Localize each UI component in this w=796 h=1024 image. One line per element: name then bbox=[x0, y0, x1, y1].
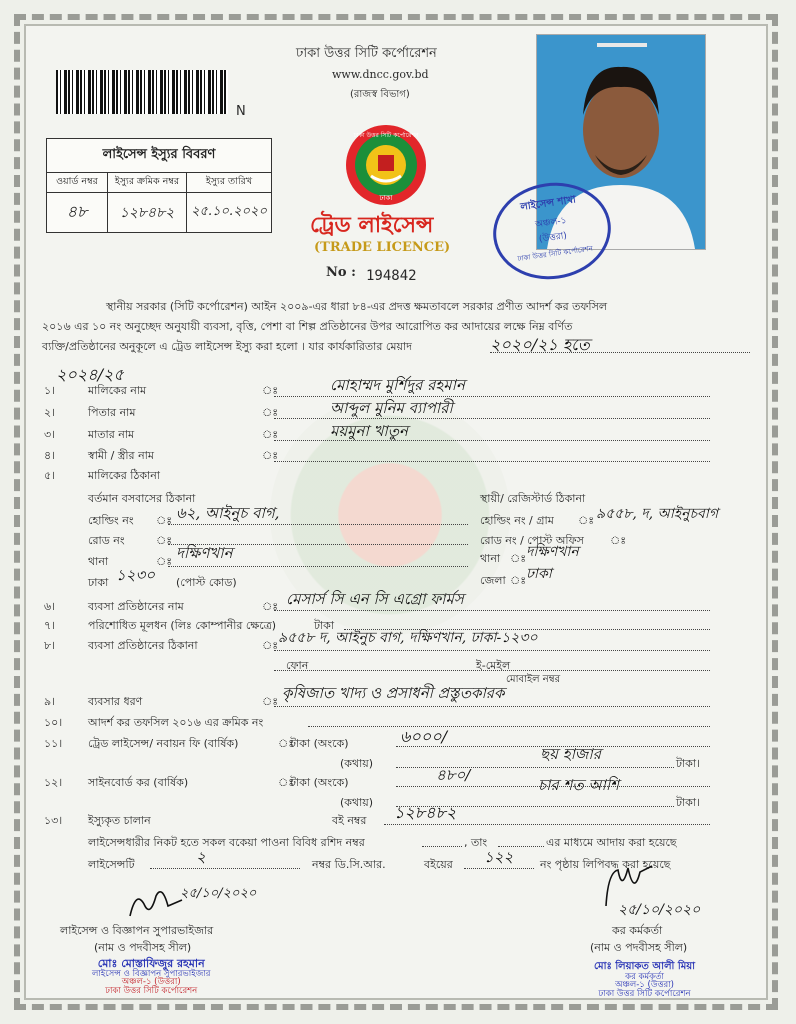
right-seal-line1: মোঃ লিয়াকত আলী মিয়া bbox=[594, 961, 696, 972]
validity-rule bbox=[490, 352, 750, 353]
f7-suffix: টাকা bbox=[314, 619, 335, 632]
permanent-address-heading: স্থায়ী/ রেজিস্টার্ড ঠিকানা bbox=[480, 492, 586, 505]
stamp-line4: ঢাকা উত্তর সিটি কর্পোরেশন bbox=[517, 244, 594, 264]
issue-table-title: লাইসেন্স ইস্যুর বিবরণ bbox=[47, 139, 272, 173]
post-code-value: ১২৩০ bbox=[116, 566, 155, 584]
stamp-line1: লাইসেন্স শাখা bbox=[519, 194, 577, 214]
f1-num: ১। bbox=[44, 384, 56, 397]
f11-taka-end: টাকা। bbox=[676, 757, 701, 770]
date-value: ২৫.১০.২০২০ bbox=[187, 193, 272, 233]
intro-line2: ২০১৬ এর ১০ নং অনুচ্ছেদ অনুযায়ী ব্যবসা, বৃত্তি, পেশা বা শিল্প প্রতিষ্ঠানের উপর আরোপিত কর আদায়ের লক্ষে নিম্ন বর্ণিত bbox=[42, 320, 573, 333]
f10-num: ১০। bbox=[44, 716, 63, 729]
right-seal-line4: ঢাকা উত্তর সিটি কর্পোরেশন bbox=[598, 989, 691, 1000]
f12-taka-num: টাকা (অংকে) bbox=[290, 776, 349, 789]
left-signatory-title: লাইসেন্স ও বিজ্ঞাপন সুপারভাইজার bbox=[60, 924, 214, 937]
left-signature-date: ২৫/১০/২০২০ bbox=[180, 886, 257, 901]
f12-taka-word: (কথায়) bbox=[340, 796, 374, 809]
left-seal bbox=[92, 958, 210, 996]
left-seal-line2: লাইসেন্স ও বিজ্ঞাপন সুপারভাইজার bbox=[92, 968, 211, 979]
f8-num: ৮। bbox=[44, 639, 56, 652]
licence-title-en: (TRADE LICENCE) bbox=[314, 240, 451, 255]
signboard-fee-value: ৪৮০/ bbox=[436, 766, 471, 784]
intro-line1: স্থানীয় সরকার (সিটি কর্পোরেশন) আইন ২০০৯-এর ধারা ৮৪-এর প্রদত্ত ক্ষমতাবলে সরকার প্রণীত আদর্শ কর তফসিল bbox=[106, 300, 608, 313]
right-seal bbox=[594, 962, 695, 999]
f9-label: ব্যবসার ধরণ bbox=[88, 695, 143, 708]
col-ward: ওয়ার্ড নম্বর bbox=[47, 173, 108, 193]
footer-line2-c: বইয়ের bbox=[424, 858, 453, 871]
phone-label: ফোন bbox=[286, 659, 309, 672]
intro-line3: ব্যক্তি/প্রতিষ্ঠানের অনুকূলে এ ট্রেড লাইসেন্স ইস্যু করা হলো । যার কার্যকারিতার মেয়াদ bbox=[42, 340, 412, 353]
left-seal-line1: মোঃ মোস্তাফিজুর রহমান bbox=[97, 957, 205, 970]
f7-label: পরিশোধিত মূলধন (লিঃ কোম্পানীর ক্ষেত্রে) bbox=[88, 619, 277, 632]
footer-line1-c: এর মাধ্যমে আদায় করা হয়েছে bbox=[546, 836, 677, 849]
licence-no-label: No : bbox=[326, 265, 356, 280]
footer-line1-a: লাইসেন্সধারীর নিকট হতে সকল বকেয়া পাওনা বিবিধ রশিদ নম্বর bbox=[88, 836, 365, 849]
footer-line2-value2: ১২২ bbox=[484, 848, 514, 866]
f11-label: ট্রেড লাইসেন্স/ নবায়ন ফি (বার্ষিক) bbox=[88, 737, 239, 750]
left-signatory-sub: (নাম ও পদবীসহ সীল) bbox=[94, 941, 192, 954]
thana2-value: দক্ষিণখান bbox=[526, 544, 579, 560]
f6-label: ব্যবসা প্রতিষ্ঠানের নাম bbox=[88, 600, 184, 613]
f11-taka-num: টাকা (অংকে) bbox=[290, 737, 349, 750]
left-seal-line4: ঢাকা উত্তর সিটি কর্পোরেশন bbox=[105, 986, 198, 997]
f8-label: ব্যবসা প্রতিষ্ঠানের ঠিকানা bbox=[88, 639, 198, 652]
challan-value: ১২৮৪৮২ bbox=[394, 803, 457, 822]
org-name: ঢাকা উত্তর সিটি কর্পোরেশন bbox=[296, 46, 437, 61]
f7-num: ৭। bbox=[44, 619, 56, 632]
validity-start: ২০২০/২১ হতে bbox=[490, 335, 590, 354]
holding-village-label: হোল্ডিং নং / গ্রাম bbox=[480, 514, 554, 527]
f3-num: ৩। bbox=[44, 428, 56, 441]
col-serial: ইস্যুর ক্রমিক নম্বর bbox=[108, 173, 187, 193]
f2-num: ২। bbox=[44, 406, 56, 419]
f12-num: ১২। bbox=[44, 776, 63, 789]
thana-label: থানা bbox=[88, 555, 109, 568]
f12-taka-end: টাকা। bbox=[676, 796, 701, 809]
stamp-line2: অঞ্চল-১ bbox=[534, 215, 568, 231]
f3-label: মাতার নাম bbox=[88, 428, 135, 441]
f13-num: ১৩। bbox=[44, 814, 63, 827]
licence-title-bn: ট্রেড লাইসেন্স bbox=[310, 213, 434, 238]
f4-label: স্বামী / স্ত্রীর নাম bbox=[88, 449, 154, 462]
licence-fee-words: ছয় হাজার bbox=[540, 745, 601, 763]
holding-label: হোল্ডিং নং bbox=[88, 514, 134, 527]
signboard-fee-words: চার শত আশি bbox=[538, 776, 620, 794]
logo-city-text: ঢাকা bbox=[379, 194, 393, 202]
present-address-heading: বর্তমান বসবাসের ঠিকানা bbox=[88, 492, 196, 505]
dhaka-label: ঢাকা bbox=[88, 576, 109, 589]
logo-ring-text: ঢাকা উত্তর সিটি কর্পোরেশন bbox=[353, 132, 419, 139]
father-name-value: আব্দুল মুনিম ব্যাপারী bbox=[330, 399, 453, 417]
website: www.dncc.gov.bd bbox=[332, 68, 429, 81]
f10-label: আদর্শ কর তফসিল ২০১৬ এর ক্রমিক নং bbox=[88, 716, 264, 729]
owner-name-value: মোহাম্মদ মুর্শিদুর রহমান bbox=[330, 376, 465, 394]
district-value: ঢাকা bbox=[526, 566, 552, 582]
col-date: ইস্যুর তারিখ bbox=[187, 173, 272, 193]
validity-end: ২০২৪/২৫ bbox=[56, 365, 124, 384]
department: (রাজস্ব বিভাগ) bbox=[350, 89, 410, 100]
corner-mark: N bbox=[236, 104, 246, 119]
thana2-label: থানা bbox=[480, 552, 501, 565]
f5-label: মালিকের ঠিকানা bbox=[88, 469, 160, 482]
stamp-line3: (উত্তরা) bbox=[538, 231, 568, 245]
f9-num: ৯। bbox=[44, 695, 56, 708]
footer-line2-b: নম্বর ডি.সি.আর. bbox=[312, 858, 386, 871]
serial-value: ১২৮৪৮২ bbox=[108, 193, 187, 233]
right-signature-date: ২৫/১০/২০২০ bbox=[618, 902, 701, 918]
email-label: ই-মেইল bbox=[476, 659, 511, 672]
business-type-value: কৃষিজাত খাদ্য ও প্রসাধনী প্রস্তুতকারক bbox=[282, 684, 505, 702]
f13-label: ইস্যুকৃত চালান bbox=[88, 814, 151, 827]
f6-num: ৬। bbox=[44, 600, 56, 613]
holding-village-value: ৯৫৫৮, দ, আইনুচবাগ bbox=[596, 506, 719, 522]
mobile-label: মোবাইল নম্বর bbox=[506, 674, 561, 685]
issue-details-table bbox=[46, 138, 272, 233]
f11-num: ১১। bbox=[44, 737, 63, 750]
holding-value: ৬২, আইনুচ বাগ, bbox=[176, 504, 280, 522]
f4-num: ৪। bbox=[44, 449, 56, 462]
business-name-value: মেসার্স সি এন সি এগ্রো ফার্মস bbox=[286, 590, 464, 608]
f12-label: সাইনবোর্ড কর (বার্ষিক) bbox=[88, 776, 189, 789]
business-address-value: ৯৫৫৮ দ, আইনুচ বাগ, দক্ষিণখান, ঢাকা-১২৩০ bbox=[278, 630, 538, 646]
f11-taka-word: (কথায়) bbox=[340, 757, 374, 770]
f13-book-label: বই নম্বর bbox=[332, 814, 367, 827]
licence-fee-value: ৬০০০/ bbox=[400, 727, 448, 746]
left-signature bbox=[126, 886, 186, 922]
footer-line1-b: , তাং bbox=[464, 836, 488, 849]
licence-no-value: 194842 bbox=[366, 268, 417, 284]
ward-value: ৪৮ bbox=[47, 193, 108, 233]
road-post-label: রোড নং / পোস্ট অফিস bbox=[480, 534, 584, 547]
post-code-label: (পোস্ট কোড) bbox=[176, 576, 237, 589]
district-label: জেলা bbox=[480, 574, 506, 587]
mother-name-value: ময়মুনা খাতুন bbox=[330, 422, 408, 440]
left-seal-line3: অঞ্চল-১ (উত্তরা) bbox=[121, 977, 181, 988]
road-label: রোড নং bbox=[88, 534, 125, 547]
f1-label: মালিকের নাম bbox=[88, 384, 147, 397]
footer-line2-d: নং পৃষ্ঠায় লিপিবদ্ধ করা হয়েছে bbox=[540, 858, 671, 871]
f5-num: ৫। bbox=[44, 469, 56, 482]
footer-line2-value: ২ bbox=[196, 848, 206, 866]
right-signatory-sub: (নাম ও পদবীসহ সীল) bbox=[590, 941, 688, 954]
trade-licence-document: N ঢাকা উত্তর সিটি কর্পোরেশন www.dncc.gov.bd (রাজস্ব বিভাগ) ঢাকা উত্তর সিটি কর্পোরেশন ঢাকা ট্রেড লাইসেন্স (TRADE LICENCE) No : 194842 লাইসেন্স ইস্যুর বিবরণ ওয়ার্ড নম্বর ইস্যুর ক্রমিক নম্বর ইস্যুর তারিখ ৪৮ ১২৮৪৮২ ২৫.১০.২০২০ লাইসেন্স শাখা অঞ্চল-১ (উত্তরা) ঢাকা উত্তর সিটি কর্পোরেশন স্থানীয় সরকার (সিটি কর্পোরেশন) আইন ২০০৯-এর ধারা ৮৪-এর প্রদত্ত ক্ষমতাবলে সরকার প্রণীত আদর্শ কর তফসিল ২০১৬ এর ১০ নং অনুচ্ছেদ অনুযায়ী ব্যবসা, বৃত্তি, পেশা বা শিল্প প্রতিষ্ঠানের উপর আরোপিত কর আদায়ের লক্ষে নিম্ন বর্ণিত ব্যক্তি/প্রতিষ্ঠানের অনুকূলে এ ট্রেড লাইসেন্স ইস্যু করা হলো । যার কার্যকারিতার মেয়াদ ২০২০/২১ হতে ২০২৪/২৫ ১। মালিকের নাম ঃ মোহাম্মদ মুর্শিদুর রহমান ২। পিতার নাম ঃ আব্দুল মুনিম ব্যাপারী ৩। মাতার নাম ঃ ময়মুনা খাতুন ৪। স্বামী / স্ত্রীর নাম ঃ ৫। মালিকের ঠিকানা বর্তমান বসবাসের ঠিকানা স্থায়ী/ রেজিস্টার্ড ঠিকানা হোল্ডিং নং ঃ ৬২, আইনুচ বাগ, হোল্ডিং নং / গ্রাম ঃ ৯৫৫৮, দ, আইনুচবাগ রোড নং ঃ রোড নং / পোস্ট অফিস ঃ থানা ঃ দক্ষিণখান থানা ঃ দক্ষিণখান ঢাকা ১২৩০ (পোস্ট কোড) জেলা ঃ ঢাকা ৬। ব্যবসা প্রতিষ্ঠানের নাম ঃ মেসার্স সি এন সি এগ্রো ফার্মস ৭। পরিশোধিত মূলধন (লিঃ কোম্পানীর ক্ষেত্রে) টাকা ৮। ব্যবসা প্রতিষ্ঠানের ঠিকানা ঃ ৯৫৫৮ দ, আইনুচ বাগ, দক্ষিণখান, ঢাকা-১২৩০ ফোন ই-মেইল মোবাইল নম্বর ৯। ব্যবসার ধরণ ঃ কৃষিজাত খাদ্য ও প্রসাধনী প্রস্তুতকারক ১০। আদর্শ কর তফসিল ২০১৬ এর ক্রমিক নং ১১। ট্রেড লাইসেন্স/ নবায়ন ফি (বার্ষিক) ঃ টাকা (অংকে) ৬০০০/ (কথায়) ছয় হাজার টাকা। ১২। সাইনবোর্ড কর (বার্ষিক) ঃ টাকা (অংকে) ৪৮০/ (কথায়) চার শত আশি টাকা। ১৩। ইস্যুকৃত চালান বই নম্বর ১২৮৪৮২ লাইসেন্সধারীর নিকট হতে সকল বকেয়া পাওনা বিবিধ রশিদ নম্বর , তাং এর মাধ্যমে আদায় করা হয়েছে লাইসেন্সটি ২ নম্বর ডি.সি.আর. বইয়ের ১২২ নং পৃষ্ঠায় লিপিবদ্ধ করা হয়েছে ২৫/১০/২০২০ লাইসেন্স ও বিজ্ঞাপন সুপারভাইজার (নাম ও পদবীসহ সীল) ২৫/১০/২০২০ কর কর্মকর্তা (নাম ও পদবীসহ সীল) মোঃ মোস্তাফিজুর রহমান লাইসেন্স ও বিজ্ঞাপন সুপারভাইজার অঞ্চল-১ (উত্তরা) ঢাকা উত্তর সিটি কর্পোরেশন মোঃ লিয়াকত আলী মিয়া কর কর্মকর্তা অঞ্চল-১ (উত্তরা) ঢাকা উত্তর সিটি কর্পোরেশন bbox=[0, 0, 796, 1024]
thana-value: দক্ষিণখান bbox=[176, 544, 233, 562]
right-seal-line2: কর কর্মকর্তা bbox=[625, 971, 664, 982]
dncc-logo bbox=[345, 124, 427, 206]
right-seal-line3: অঞ্চল-১ (উত্তরা) bbox=[615, 980, 674, 991]
barcode bbox=[56, 70, 228, 114]
f2-label: পিতার নাম bbox=[88, 406, 136, 419]
right-signatory-title: কর কর্মকর্তা bbox=[612, 924, 663, 937]
footer-line2-a: লাইসেন্সটি bbox=[88, 858, 135, 871]
